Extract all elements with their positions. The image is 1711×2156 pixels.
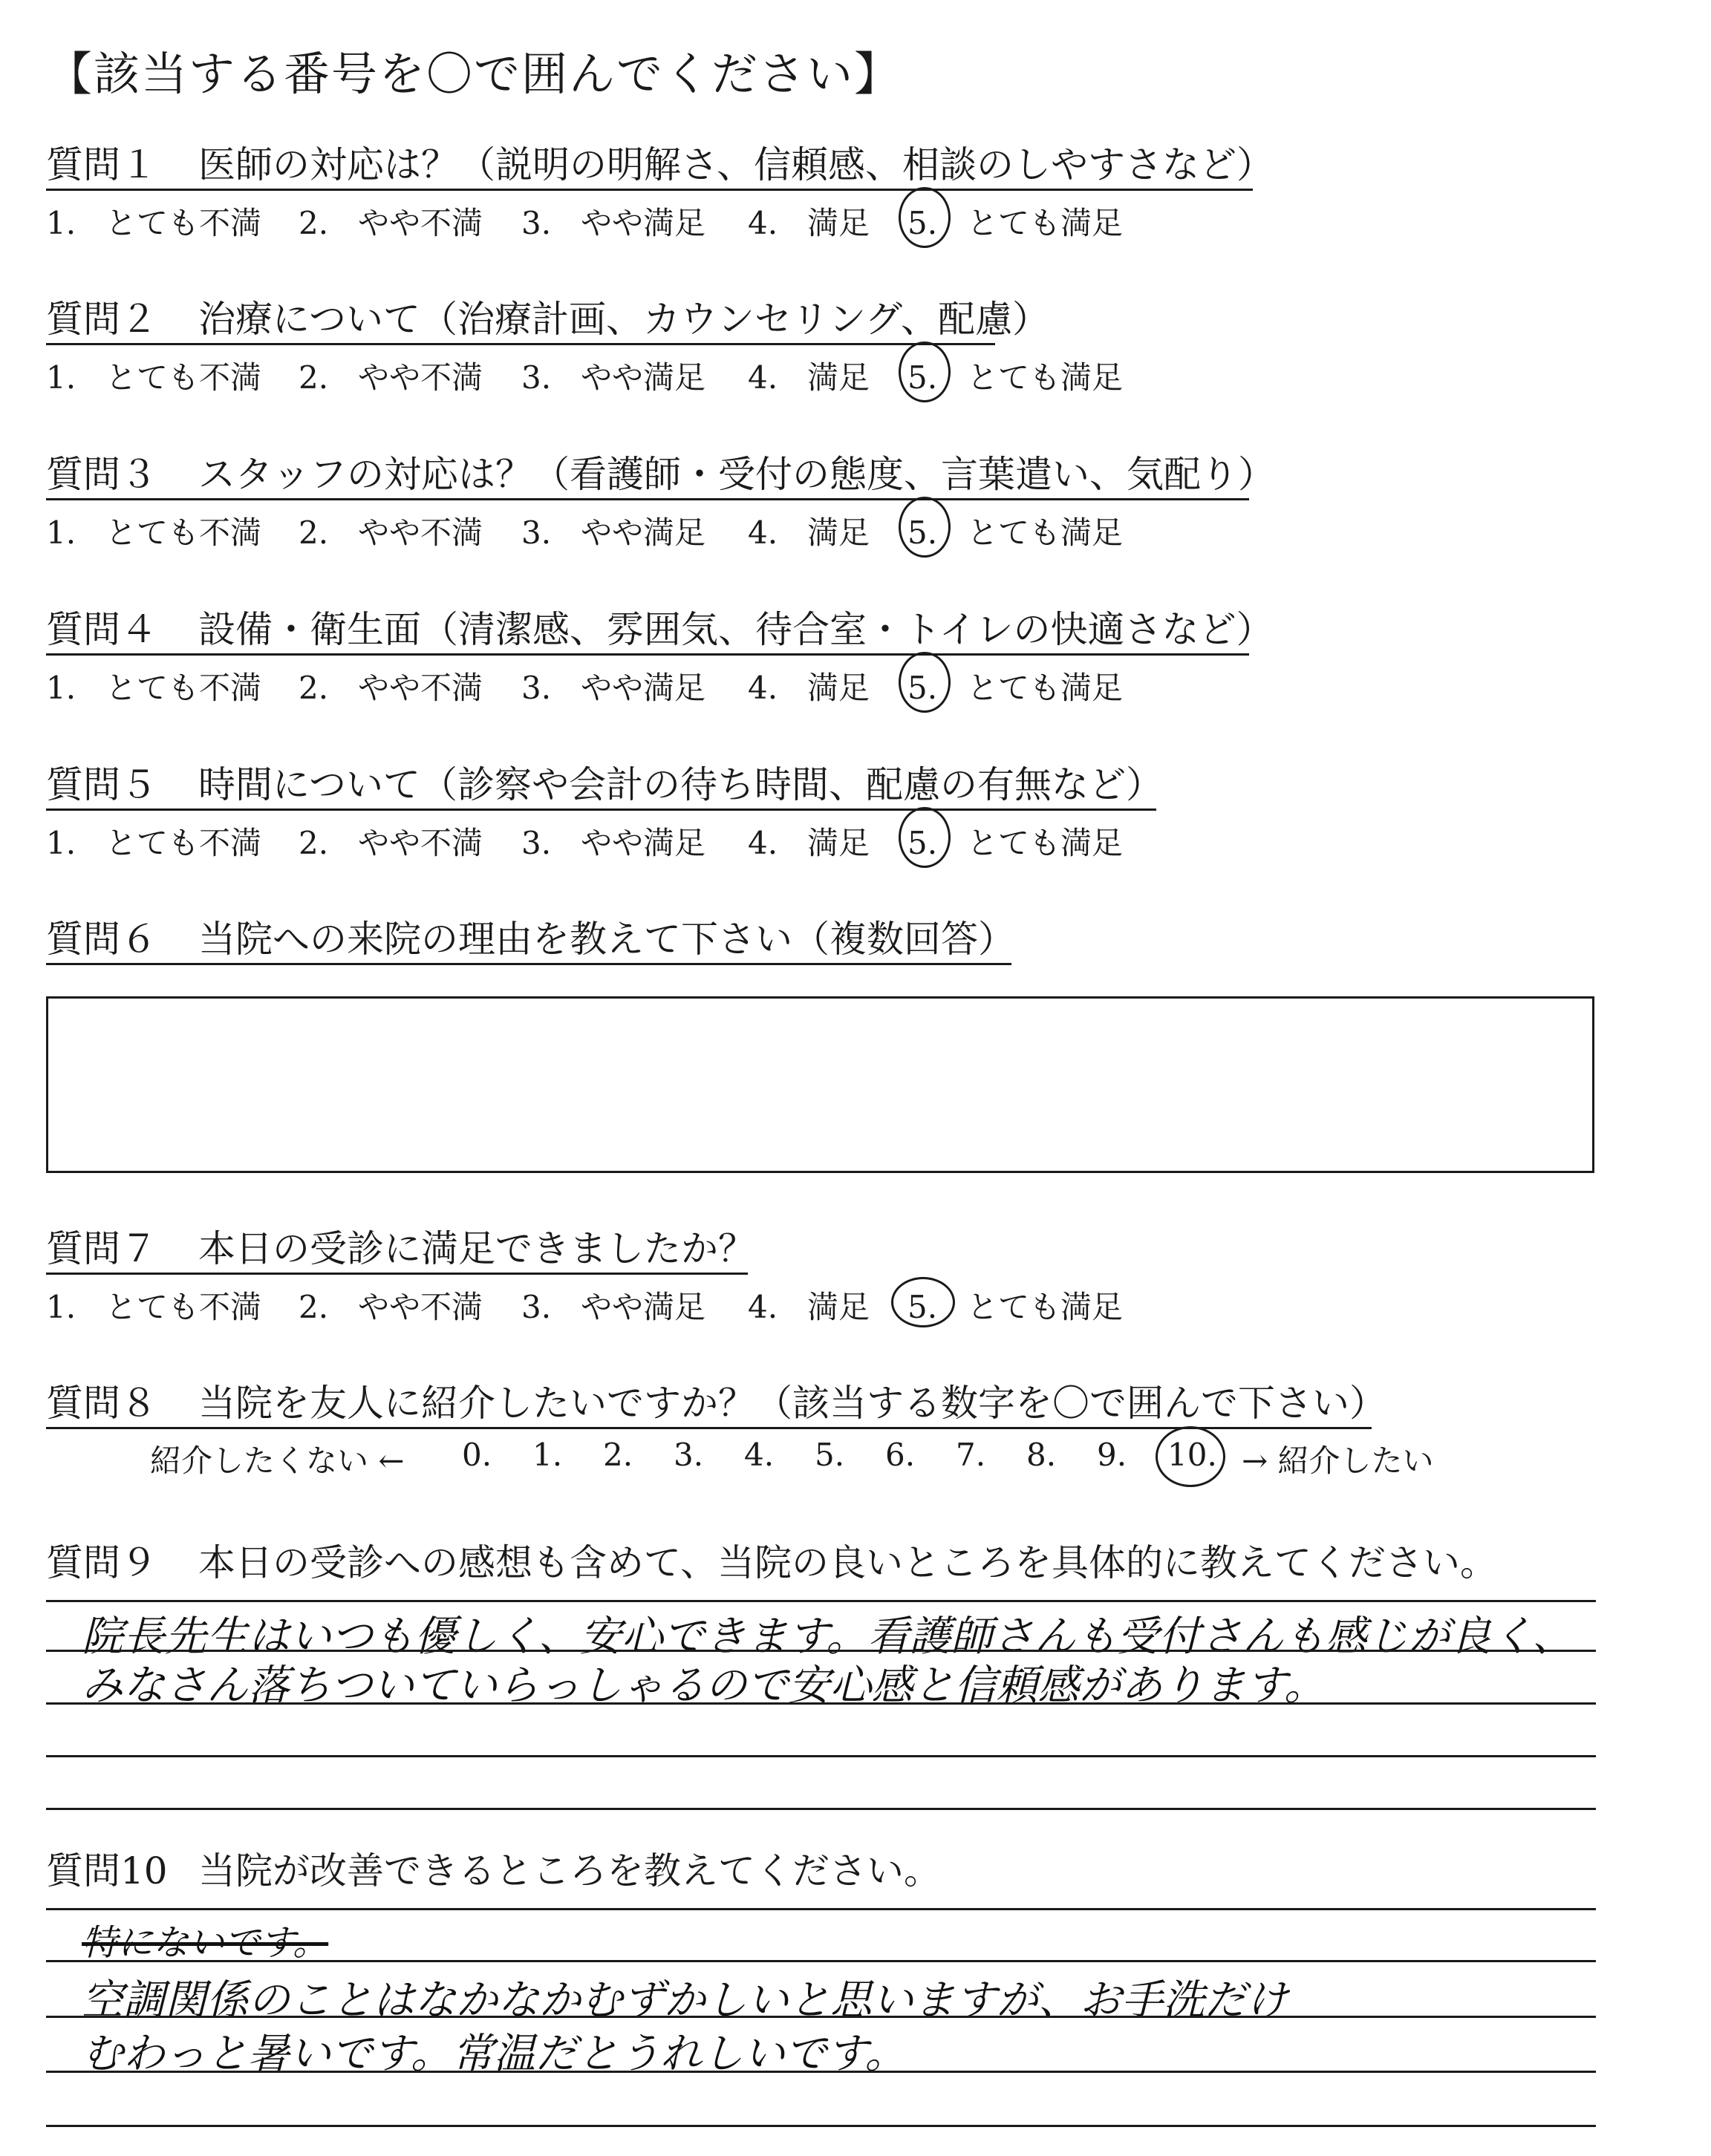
q5-option-3[interactable]: 3. やや満足 — [521, 825, 706, 861]
q2-option-5[interactable]: 5. とても満足 — [907, 359, 1124, 396]
q3-option-2[interactable]: 2. やや不満 — [299, 514, 483, 551]
q4-selection-circle — [899, 652, 951, 713]
q2-option-4[interactable]: 4. 満足 — [748, 359, 870, 396]
question-7-title — [46, 1225, 755, 1275]
question-5-text: 時間について（診察や会計の待ち時間、配慮の有無など） — [198, 763, 1163, 806]
q7-option-1[interactable]: 1. とても不満 — [46, 1289, 262, 1325]
q4-option-4[interactable]: 4. 満足 — [748, 670, 870, 706]
question-2-title — [46, 295, 1049, 345]
q7-selection-circle — [891, 1277, 955, 1327]
q4-option-3[interactable]: 3. やや満足 — [521, 670, 706, 706]
q5-option-5[interactable]: 5. とても満足 — [907, 825, 1124, 861]
q10-line — [46, 2071, 1596, 2073]
question-4-number: 質問４ — [46, 608, 157, 651]
question-8-number: 質問８ — [46, 1382, 157, 1425]
q2-option-1[interactable]: 1. とても不満 — [46, 359, 262, 396]
question-5-title — [46, 761, 1163, 811]
scale-option-5[interactable]: 5. — [815, 1437, 845, 1473]
question-9-text: 本日の受診への感想も含めて、当院の良いところを具体的に教えてください。 — [198, 1541, 1497, 1584]
question-3-title — [46, 451, 1275, 500]
q9-line — [46, 1702, 1596, 1705]
question-1-text: 医師の対応は？（説明の明解さ、信頼感、相談のしやすさなど） — [198, 143, 1274, 186]
scale-option-9[interactable]: 9. — [1097, 1437, 1127, 1473]
question-9-number: 質問９ — [46, 1541, 157, 1584]
question-6-text: 当院への来院の理由を教えて下さい（複数回答） — [198, 918, 1015, 961]
scale-low-label: 紹介したくない ← — [150, 1443, 405, 1479]
q9-line — [46, 1755, 1596, 1757]
question-4-title — [46, 606, 1274, 656]
q4-option-5[interactable]: 5. とても満足 — [907, 670, 1124, 706]
q10-answer-line-2: むわっと暑いです。常温だとうれしいです。 — [82, 2030, 907, 2078]
q1-option-1[interactable]: 1. とても不満 — [46, 205, 262, 241]
question-8-text: 当院を友人に紹介したいですか？（該当する数字を〇で囲んで下さい） — [198, 1382, 1386, 1425]
q10-answer-line-1: 空調関係のことはなかなかむずかしいと思いますが、お手洗だけ — [82, 1976, 1288, 2025]
question-6-number: 質問６ — [46, 918, 157, 961]
scale-option-0[interactable]: 0. — [462, 1437, 492, 1473]
q5-option-1[interactable]: 1. とても不満 — [46, 825, 262, 861]
q3-selection-circle — [899, 497, 951, 558]
scale-option-8[interactable]: 8. — [1026, 1437, 1057, 1473]
q9-line — [46, 1808, 1596, 1810]
q1-option-3[interactable]: 3. やや満足 — [521, 205, 706, 241]
q7-option-2[interactable]: 2. やや不満 — [299, 1289, 483, 1325]
question-7-text: 本日の受診に満足できましたか？ — [198, 1227, 755, 1270]
scale-option-2[interactable]: 2. — [603, 1437, 633, 1473]
question-9-title — [46, 1539, 1497, 1587]
scale-option-7[interactable]: 7. — [956, 1437, 986, 1473]
question-4-text: 設備・衛生面（清潔感、雰囲気、待合室・トイレの快適さなど） — [198, 608, 1274, 651]
scale-option-3[interactable]: 3. — [674, 1437, 704, 1473]
question-10-number: 質問10 — [46, 1849, 168, 1892]
scale-high-label: → 紹介したい — [1242, 1443, 1434, 1479]
q9-line — [46, 1600, 1596, 1602]
q3-option-3[interactable]: 3. やや満足 — [521, 514, 706, 551]
q1-selection-circle — [899, 187, 951, 248]
scale-option-4[interactable]: 4. — [744, 1437, 775, 1473]
q5-option-4[interactable]: 4. 満足 — [748, 825, 870, 861]
q10-line — [46, 2125, 1596, 2127]
scale-option-10[interactable]: 10. — [1167, 1437, 1217, 1473]
q1-option-4[interactable]: 4. 満足 — [748, 205, 870, 241]
q5-option-2[interactable]: 2. やや不満 — [299, 825, 483, 861]
question-10-title — [46, 1847, 1086, 1895]
q3-option-1[interactable]: 1. とても不満 — [46, 514, 262, 551]
question-8-title — [46, 1379, 1386, 1429]
question-2-text: 治療について（治療計画、カウンセリング、配慮） — [198, 298, 1049, 341]
question-3-number: 質問３ — [46, 453, 157, 496]
question-2-number: 質問２ — [46, 298, 157, 341]
question-1-number: 質問１ — [46, 143, 157, 186]
q9-answer-line-2: みなさん落ちついていらっしゃるので安心感と信頼感があります。 — [82, 1662, 1326, 1710]
q9-answer-line-1: 院長先生はいつも優しく、安心できます。看護師さんも受付さんも感じが良く、 — [82, 1613, 1574, 1661]
q7-option-5[interactable]: 5. とても満足 — [907, 1289, 1124, 1325]
q5-selection-circle — [899, 807, 951, 868]
q4-option-1[interactable]: 1. とても不満 — [46, 670, 262, 706]
scale-option-6[interactable]: 6. — [885, 1437, 916, 1473]
q2-option-2[interactable]: 2. やや不満 — [299, 359, 483, 396]
question-7-number: 質問７ — [46, 1227, 157, 1270]
q10-line — [46, 1960, 1596, 1962]
q8-selection-circle — [1156, 1426, 1225, 1487]
question-10-text: 当院が改善できるところを教えてください。 — [198, 1849, 941, 1892]
question-6-answer-box[interactable] — [46, 996, 1594, 1173]
q7-option-4[interactable]: 4. 満足 — [748, 1289, 870, 1325]
q1-option-2[interactable]: 2. やや不満 — [299, 205, 483, 241]
q3-option-4[interactable]: 4. 満足 — [748, 514, 870, 551]
q10-line — [46, 1908, 1596, 1910]
q2-selection-circle — [899, 342, 951, 402]
scale-option-1[interactable]: 1. — [532, 1437, 563, 1473]
q10-line — [46, 2016, 1596, 2018]
q2-option-3[interactable]: 3. やや満足 — [521, 359, 706, 396]
q4-option-2[interactable]: 2. やや不満 — [299, 670, 483, 706]
q9-line — [46, 1650, 1596, 1652]
question-1-title — [46, 141, 1274, 191]
q3-option-5[interactable]: 5. とても満足 — [907, 514, 1124, 551]
question-3-text: スタッフの対応は？（看護師・受付の態度、言葉遣い、気配り） — [198, 453, 1275, 496]
question-5-number: 質問５ — [46, 763, 157, 806]
question-6-title — [46, 915, 1015, 965]
q10-struck-answer: 特にないです。 — [82, 1922, 329, 1964]
page-title: 【該当する番号を〇で囲んでください】 — [46, 47, 902, 101]
q1-option-5[interactable]: 5. とても満足 — [907, 205, 1124, 241]
q7-option-3[interactable]: 3. やや満足 — [521, 1289, 706, 1325]
